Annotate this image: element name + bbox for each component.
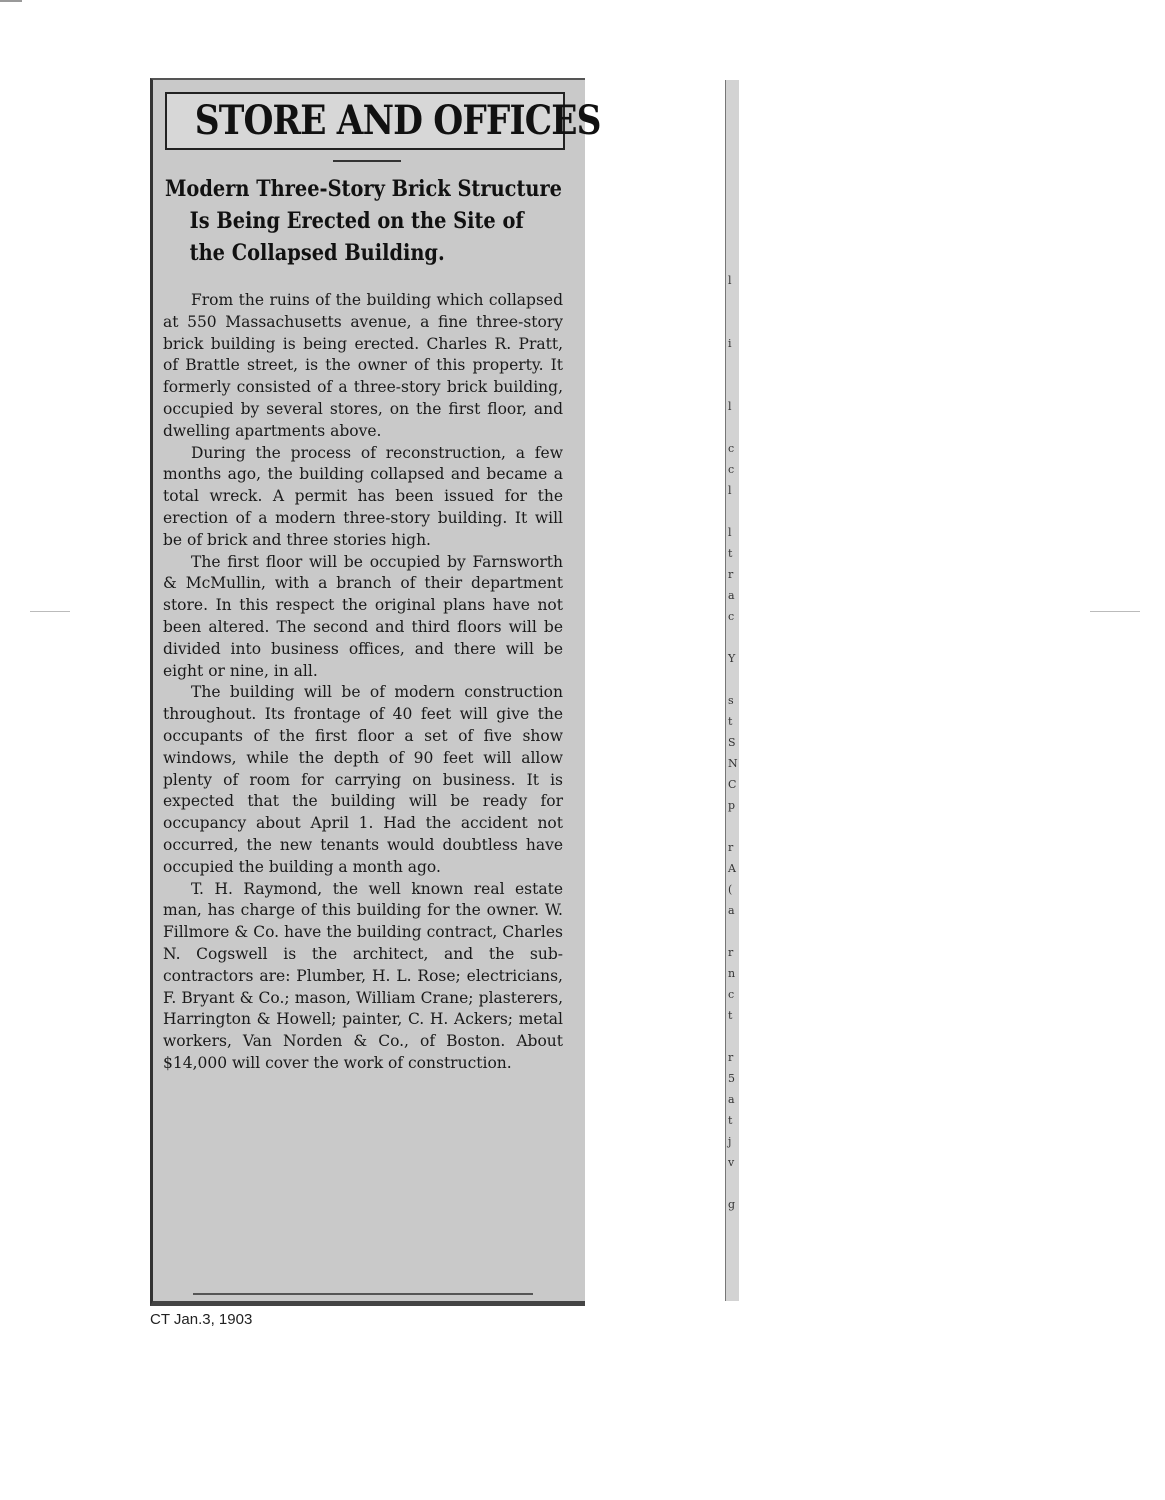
scan-corner-mark <box>0 0 22 2</box>
headline-box <box>165 92 601 150</box>
scan-registration-mark-right <box>1090 611 1140 612</box>
subhead-line-3: the Collapsed Building. <box>189 240 445 266</box>
paragraph-5: T. H. Raymond, the well known real estate man, has charge of this building for the owner. W. Fillmore & Co. have the building contract, Charles N. Cogswell is the architect, and the sub-contractors are: Plumber, H. L. Rose; electricians, F. Bryant & Co.; mason, William Crane; plasterers, Harrington & Howell; painter, C. H. Ackers; metal workers, Van Norden & Co., of Boston. About $14,000 will cover the work of construction. <box>163 879 563 1072</box>
adjacent-column-fragment <box>725 80 739 1301</box>
headline-divider <box>333 160 401 162</box>
paragraph-1: From the ruins of the building which collapsed at 550 Massachusetts avenue, a fine three-story brick building is being erected. Charles R. Pratt, of Brattle street, is the owner of this property. It formerly consisted of a three-story brick building, occupied by several stores, on the first floor, and dwelling apartments above. <box>163 291 563 440</box>
subheadline <box>165 173 575 269</box>
source-caption: CT Jan.3, 1903 <box>150 1311 253 1328</box>
adjacent-column-letters: l i l c c l l t r a c Y s t S N C p r A ( a r n c t r 5 a t j v g <box>728 274 738 1211</box>
headline: STORE AND OFFICES <box>194 97 601 144</box>
article-body <box>163 290 563 1075</box>
bottom-rule <box>193 1293 533 1295</box>
subhead-line-2: Is Being Erected on the Site of <box>189 208 524 234</box>
paragraph-4: The building will be of modern construction throughout. Its frontage of 40 feet will give the occupants of the first floor a set of five show windows, while the depth of 90 feet will allow plenty of room for carrying on business. It is expected that the building will be ready for occupancy about April 1. Had the accident not occurred, the new tenants would doubtless have occupied the building a month ago. <box>163 683 563 876</box>
subhead-line-1: Modern Three-Story Brick Structure <box>165 176 562 202</box>
paragraph-3: The first floor will be occupied by Farnsworth & McMullin, with a branch of their department store. In this respect the original plans have not been altered. The second and third floors will be divided into business offices, and there will be eight or nine, in all. <box>163 552 563 680</box>
scan-registration-mark-left <box>30 611 70 612</box>
newspaper-clipping <box>150 78 738 1306</box>
paragraph-2: During the process of reconstruction, a few months ago, the building collapsed and became a total wreck. A permit has been issued for the erection of a modern three-story building. It will be of brick and three stories high. <box>163 443 563 549</box>
